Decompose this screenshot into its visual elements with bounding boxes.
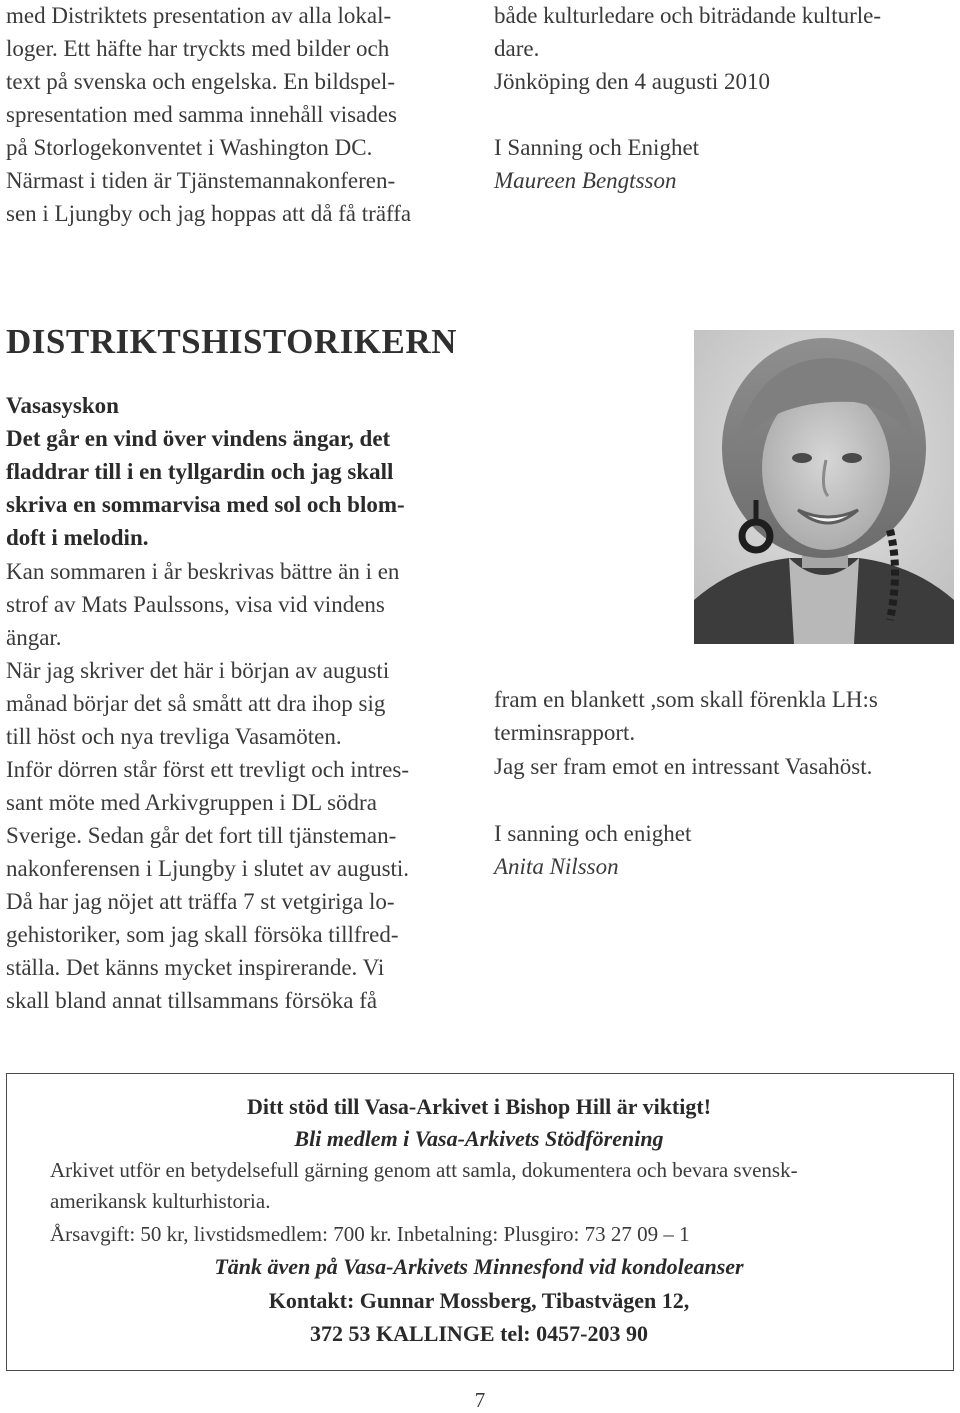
text-line: spresentation med samma innehåll visades — [6, 102, 397, 127]
body-line: sant möte med Arkivgruppen i DL södra — [6, 790, 377, 815]
body-line: gehistoriker, som jag skall försöka tillfred- — [6, 922, 399, 947]
notice-title: Ditt stöd till Vasa-Arkivet i Bishop Hill är viktigt! — [246, 1094, 712, 1119]
body-line: Sverige. Sedan går det fort till tjänsteman- — [6, 823, 397, 848]
article-heading: DISTRIKTSHISTORIKERN — [6, 322, 457, 361]
notice-description-line: amerikansk kulturhistoria. — [50, 1189, 271, 1213]
body-line: ängar. — [6, 625, 62, 650]
intro-line: doft i melodin. — [6, 525, 149, 550]
text-line: med Distriktets presentation av alla lokal- — [6, 3, 392, 28]
text-line: loger. Ett häfte har tryckts med bilder och — [6, 36, 390, 61]
body-line: månad börjar det så smått att dra ihop sig — [6, 691, 386, 716]
intro-line: fladdrar till i en tyllgardin och jag skall — [6, 459, 394, 484]
notice-contact: Kontakt: Gunnar Mossberg, Tibastvägen 12, — [268, 1288, 690, 1313]
text-line: Jag ser fram emot en intressant Vasahöst. — [494, 754, 873, 779]
intro-line: skriva en sommarvisa med sol och blom- — [6, 492, 405, 517]
closing-greeting: I sanning och enighet — [494, 821, 692, 846]
body-line: Då har jag nöjet att träffa 7 st vetgiriga lo- — [6, 889, 395, 914]
body-line: När jag skriver det här i början av augusti — [6, 658, 390, 683]
page-number: 7 — [474, 1388, 486, 1412]
text-line: på Storlogekonventet i Washington DC. — [6, 135, 373, 160]
notice-fees: Årsavgift: 50 kr, livstidsmedlem: 700 kr. Inbetalning: Plusgiro: 73 27 09 – 1 — [50, 1222, 690, 1246]
closing-greeting: I Sanning och Enighet — [494, 135, 700, 160]
body-line: skall bland annat tillsammans försöka få — [6, 988, 378, 1013]
text-line: text på svenska och engelska. En bildspel- — [6, 69, 395, 94]
text-line: sen i Ljungby och jag hoppas att då få träffa — [6, 201, 412, 226]
notice-contact-phone: 372 53 KALLINGE tel: 0457-203 90 — [310, 1321, 648, 1346]
text-line: dare. — [494, 36, 540, 61]
notice-subtitle: Bli medlem i Vasa-Arkivets Stödförening — [294, 1126, 664, 1151]
body-line: ställa. Det känns mycket inspirerande. Vi — [6, 955, 385, 980]
portrait-photo — [694, 330, 954, 644]
body-line: till höst och nya trevliga Vasamöten. — [6, 724, 342, 749]
text-line: fram en blankett ,som skall förenkla LH:s — [494, 687, 878, 712]
body-line: Kan sommaren i år beskrivas bättre än i en — [6, 559, 400, 584]
salutation: Vasasyskon — [6, 393, 119, 418]
body-line: strof av Mats Paulssons, visa vid vindens — [6, 592, 385, 617]
text-line: både kulturledare och biträdande kulturle- — [494, 3, 882, 28]
intro-line: Det går en vind över vindens ängar, det — [6, 426, 391, 451]
author-signature: Maureen Bengtsson — [494, 168, 677, 193]
place-date: Jönköping den 4 augusti 2010 — [494, 69, 770, 94]
body-line: nakonferensen i Ljungby i slutet av augusti. — [6, 856, 410, 881]
author-signature: Anita Nilsson — [494, 854, 619, 879]
body-line: Inför dörren står först ett trevligt och intres- — [6, 757, 410, 782]
notice-memorial: Tänk även på Vasa-Arkivets Minnesfond vid kondoleanser — [214, 1254, 744, 1279]
text-line: terminsrapport. — [494, 720, 636, 745]
notice-description-line: Arkivet utför en betydelsefull gärning genom att samla, dokumentera och bevara svensk- — [50, 1158, 798, 1182]
text-line: Närmast i tiden är Tjänstemannakonferen- — [6, 168, 396, 193]
